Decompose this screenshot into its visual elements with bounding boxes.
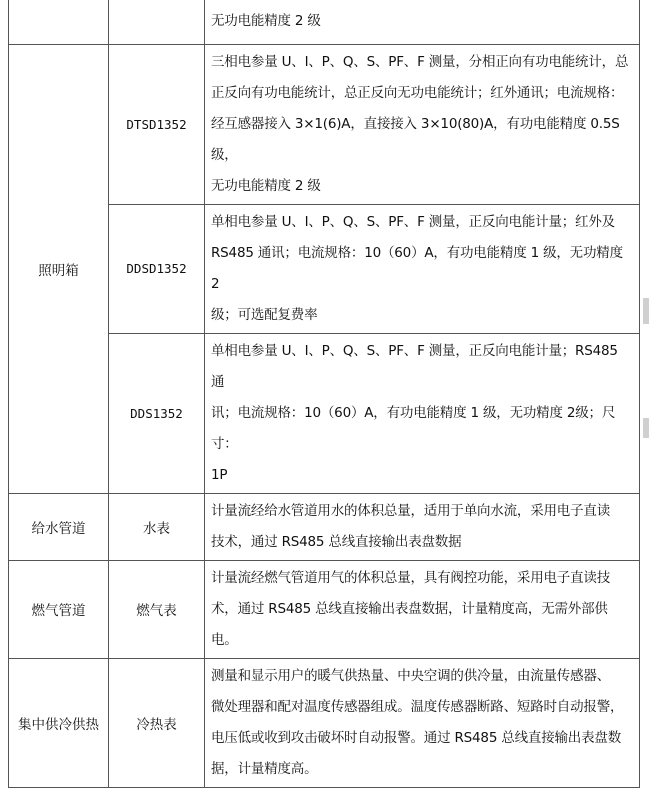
desc-line: 技术，通过 RS485 总线直接输出表盘数据 [211,533,462,550]
model-cell-empty [109,0,205,44]
device-text: 燃气表 [136,603,177,619]
category-text: 照明箱 [38,262,79,279]
desc-line: 无功电能精度 2 级 [211,177,321,194]
category-text: 给水管道 [31,520,86,537]
category-cell [9,44,109,493]
device-cell [109,560,205,658]
model-text: DDSD1352 [126,261,187,276]
desc-line: 电压低或收到攻击破坏时自动报警。通过 RS485 总线直接输出表盘数 [211,729,621,746]
desc-line: 讯；电流规格：10（60）A，有功电能精度 1 级，无功精度 2级；尺寸： [211,404,616,452]
desc-cell [205,560,640,658]
category-cell [9,658,109,787]
table-row [9,493,640,560]
model-cell [109,204,205,333]
desc-cell [205,0,640,44]
category-text: 集中供冷供热 [18,716,99,733]
desc-cell [205,204,640,333]
page-edge-marker [643,298,649,324]
device-text: 冷热表 [136,716,177,733]
desc-line: 经互感器接入 3×1(6)A，直接接入 3×10(80)A，有功电能精度 0.5S级， [211,115,620,163]
desc-cell [205,658,640,787]
desc-line: 计量流经给水管道用水的体积总量，适用于单向水流，采用电子直读 [211,502,610,519]
model-text: DTSD1352 [126,116,187,132]
desc-line: 计量流经燃气管道用气的体积总量，具有阀控功能，采用电子直读技 [211,569,610,586]
desc-line: 微处理器和配对温度传感器组成。温度传感器断路、短路时自动报警， [211,698,624,715]
desc-line: 级；可选配复费率 [211,306,318,323]
category-text: 燃气管道 [31,603,86,619]
desc-cell [205,333,640,493]
table-row [9,0,640,44]
model-cell [109,44,205,204]
desc-line: 术，通过 RS485 总线直接输出表盘数据，计量精度高，无需外部供电。 [211,600,608,648]
category-cell [9,493,109,560]
table-row [9,44,640,204]
model-text: DDS1352 [130,405,183,421]
table-row [9,658,640,787]
model-cell [109,333,205,493]
desc-cell [205,493,640,560]
desc-line: 测量和显示用户的暖气供热量、中央空调的供冷量，由流量传感器、 [211,667,610,684]
device-cell [109,658,205,787]
table-row [9,560,640,658]
category-cell [9,560,109,658]
desc-line: 三相电参量 U、I、P、Q、S、PF、F 测量，分相正向有功电能统计，总 [211,53,629,70]
desc-line: 正反向有功电能统计，总正反向无功电能统计；红外通讯；电流规格： [211,84,624,101]
desc-line: 据，计量精度高。 [211,760,318,777]
desc-text: 无功电能精度 2 级 [211,13,321,30]
device-text: 水表 [143,520,170,537]
desc-line: 单相电参量 U、I、P、Q、S、PF、F 测量，正反向电能计量；RS485 通 [211,342,618,390]
desc-line: RS485 通讯；电流规格：10（60）A，有功电能精度 1 级，无功精度 2 [211,244,623,292]
desc-line: 1P [211,466,228,483]
desc-cell [205,44,640,204]
category-cell-empty [9,0,109,44]
spec-table [8,0,640,788]
desc-line: 单相电参量 U、I、P、Q、S、PF、F 测量，正反向电能计量；红外及 [211,213,615,230]
device-cell [109,493,205,560]
page-edge-marker [643,418,649,438]
